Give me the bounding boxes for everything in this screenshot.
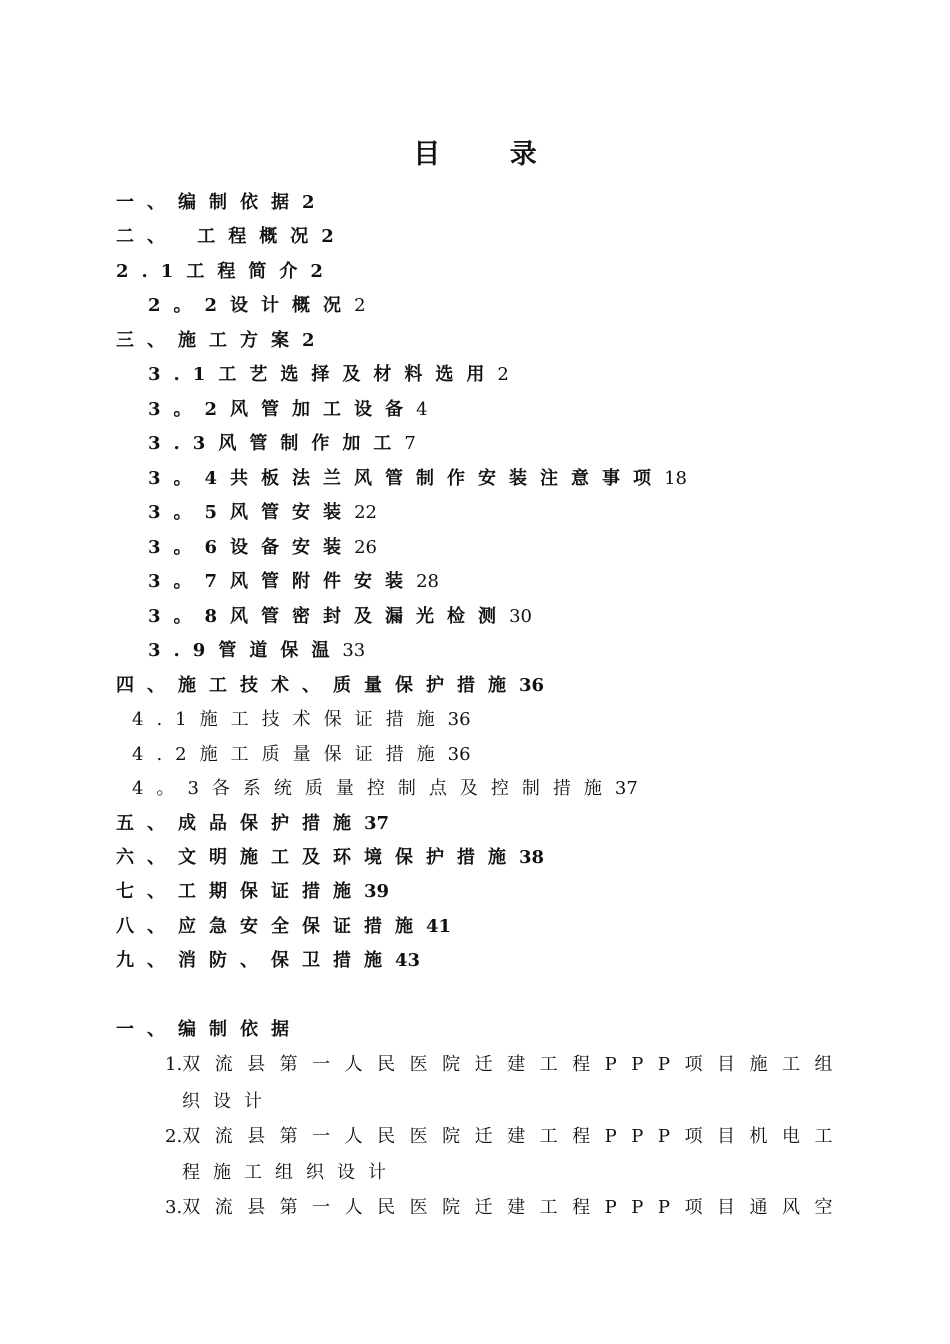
toc-entry[interactable] [116, 188, 315, 214]
toc-entry-page: 28 [416, 571, 439, 592]
toc-entry[interactable] [148, 395, 428, 421]
toc-entry-page: 22 [354, 502, 377, 523]
toc-entry-text: 四、施工技术、质量保护措施 [116, 675, 519, 696]
toc-entry-page: 36 [519, 675, 545, 696]
toc-entry-page: 2 [497, 364, 509, 385]
basis-item-number: 3. [165, 1197, 183, 1218]
toc-entry-page: 2 [302, 330, 315, 351]
toc-entry-text: 4。3各系统质量控制点及控制措施 [132, 778, 615, 799]
toc-entry-text: 3.9管道保温 [148, 640, 343, 661]
toc-entry[interactable] [116, 222, 334, 248]
basis-item-continuation: 程施工组织设计 [182, 1162, 399, 1183]
basis-item-line [165, 1193, 847, 1219]
section-heading: 一、编制依据 [116, 1019, 302, 1040]
toc-entry[interactable] [116, 671, 544, 697]
toc-entry-text: 3。6设备安装 [148, 537, 355, 558]
toc-entry-page: 2 [310, 261, 323, 282]
toc-entry-text: 3.1工艺选择及材料选用 [148, 364, 498, 385]
toc-entry[interactable] [148, 360, 509, 386]
toc-entry-text: 4.2施工质量保证措施 [132, 744, 448, 765]
toc-entry-page: 7 [404, 433, 416, 454]
toc-entry-text: 六、文明施工及环境保护措施 [116, 847, 519, 868]
toc-entry[interactable] [132, 774, 638, 800]
page-title: 目 录 [413, 139, 567, 170]
toc-entry-text: 2。2设计概况 [148, 295, 355, 316]
basis-item-text: 双流县第一人民医院迁建工程PPP项目施工组 [182, 1054, 848, 1075]
toc-entry-text: 九、消防、保卫措施 [116, 950, 395, 971]
toc-entry[interactable] [148, 291, 366, 317]
toc-entry-page: 39 [364, 881, 390, 902]
basis-item-text: 双流县第一人民医院迁建工程PPP项目机电工 [182, 1126, 848, 1147]
basis-item-line [165, 1122, 847, 1148]
toc-entry[interactable] [116, 257, 323, 283]
basis-item-text: 双流县第一人民医院迁建工程PPP项目通风空 [182, 1197, 848, 1218]
toc-entry-text: 三、施工方案 [116, 330, 302, 351]
toc-entry[interactable] [116, 843, 544, 869]
toc-entry-page: 2 [302, 192, 315, 213]
toc-entry-page: 2 [354, 295, 366, 316]
toc-entry-text: 七、工期保证措施 [116, 881, 364, 902]
toc-entry-page: 4 [416, 399, 428, 420]
toc-entry-page: 41 [426, 916, 452, 937]
toc-entry-page: 36 [447, 744, 471, 765]
toc-entry[interactable] [116, 912, 451, 938]
toc-entry-text: 二、 工程概况 [116, 226, 322, 247]
toc-entry-page: 18 [664, 468, 687, 489]
toc-entry[interactable] [116, 877, 389, 903]
toc-entry-text: 八、应急安全保证措施 [116, 916, 426, 937]
toc-entry-text: 3。4共板法兰风管制作安装注意事项 [148, 468, 665, 489]
basis-item-line [165, 1050, 847, 1076]
toc-entry-page: 37 [614, 778, 638, 799]
toc-entry-page: 26 [354, 537, 377, 558]
basis-item-continuation: 织设计 [182, 1091, 275, 1112]
toc-entry[interactable] [148, 498, 377, 524]
toc-entry[interactable] [116, 809, 389, 835]
toc-entry-text: 五、成品保护措施 [116, 813, 364, 834]
toc-entry[interactable] [132, 740, 471, 766]
toc-entry[interactable] [148, 464, 687, 490]
toc-entry[interactable] [132, 705, 471, 731]
toc-entry[interactable] [116, 326, 315, 352]
toc-entry-page: 36 [447, 709, 471, 730]
toc-entry-page: 37 [364, 813, 390, 834]
toc-entry-page: 43 [395, 950, 421, 971]
toc-entry[interactable] [148, 429, 416, 455]
toc-entry[interactable] [148, 533, 377, 559]
toc-entry-page: 30 [509, 606, 532, 627]
toc-entry-text: 4.1施工技术保证措施 [132, 709, 448, 730]
toc-entry-text: 3。2风管加工设备 [148, 399, 417, 420]
basis-item-number: 1. [165, 1054, 183, 1075]
toc-entry-text: 2.1工程简介 [116, 261, 311, 282]
toc-entry-text: 一、编制依据 [116, 192, 302, 213]
toc-entry[interactable] [148, 636, 365, 662]
toc-entry[interactable] [116, 946, 420, 972]
toc-entry[interactable] [148, 567, 439, 593]
toc-entry-text: 3。7风管附件安装 [148, 571, 417, 592]
toc-entry-text: 3.3风管制作加工 [148, 433, 405, 454]
toc-entry-page: 38 [519, 847, 545, 868]
toc-entry-text: 3。8风管密封及漏光检测 [148, 606, 510, 627]
toc-entry-text: 3。5风管安装 [148, 502, 355, 523]
toc-entry-page: 2 [321, 226, 334, 247]
toc-entry[interactable] [148, 602, 532, 628]
toc-entry-page: 33 [342, 640, 366, 661]
basis-item-number: 2. [165, 1126, 183, 1147]
